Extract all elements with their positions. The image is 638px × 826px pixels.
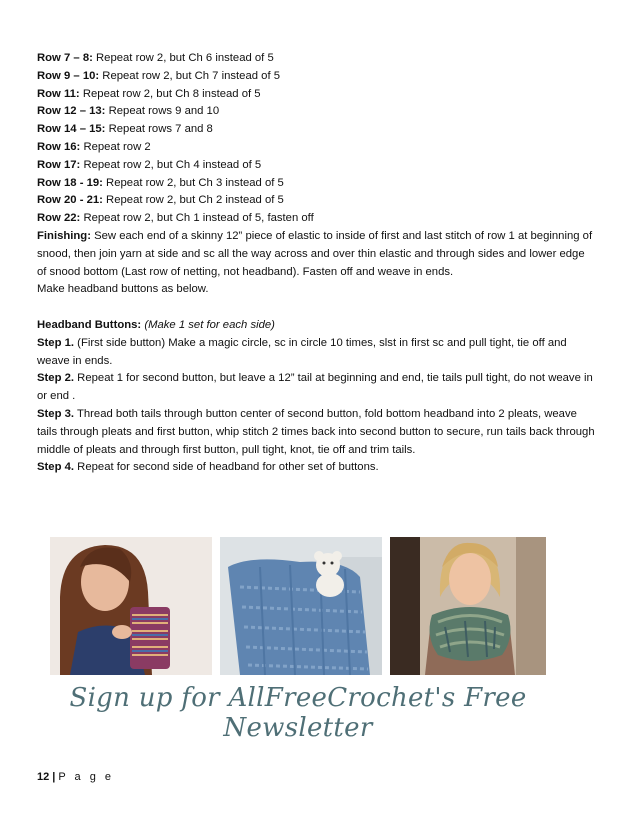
buttons-heading-note: (Make 1 set for each side) [141, 318, 275, 331]
row-16 [37, 139, 597, 157]
row-label: Row 11: [37, 87, 80, 100]
row-label: Row 9 – 10: [37, 69, 100, 82]
row-11 [37, 86, 597, 104]
step-label: Step 1. [37, 336, 75, 349]
row-label: Row 16: [37, 140, 81, 153]
step-3 [37, 406, 597, 459]
row-label: Row 12 – 13: [37, 105, 106, 118]
row-text: Repeat row 2, but Ch 4 instead of 5 [80, 158, 262, 171]
row-label: Row 7 – 8: [37, 52, 93, 64]
footer-separator: | [52, 771, 56, 783]
page-word: P a g e [58, 771, 114, 783]
pattern-content [37, 50, 597, 477]
step-label: Step 3. [37, 407, 75, 420]
step-1 [37, 335, 597, 371]
banner-photos [50, 537, 546, 675]
row-label: Row 18 - 19: [37, 176, 103, 189]
step-4 [37, 459, 597, 477]
step-text: Repeat 1 for second button, but leave a 12” tail at beginning and end, tie tails pull tight, do not weave in or end . [37, 372, 593, 403]
step-2 [37, 370, 597, 406]
photo-woman-with-scarf [390, 537, 546, 675]
photo-blanket-illustration [220, 537, 382, 675]
row-17 [37, 157, 597, 175]
row-text: Repeat row 2, but Ch 2 instead of 5 [102, 194, 284, 207]
row-text: Repeat row 2, but Ch 3 instead of 5 [102, 176, 284, 189]
row-text: Repeat row 2, but Ch 6 instead of 5 [92, 52, 274, 64]
photo-blanket-with-bear [220, 537, 382, 675]
step-text: Repeat for second side of headband for other set of buttons. [74, 461, 379, 474]
buttons-heading [37, 317, 597, 335]
row-20-21 [37, 192, 597, 210]
row-18-19 [37, 175, 597, 193]
photo-woman-with-bag [50, 537, 212, 675]
newsletter-signup-text[interactable]: Sign up for AllFreeCrochet's Free Newsletter [69, 683, 527, 743]
spacer [37, 299, 597, 317]
row-9-10 [37, 68, 597, 86]
finishing-label: Finishing: [37, 229, 91, 242]
row-text: Repeat row 2, but Ch 7 instead of 5 [99, 69, 281, 82]
row-22 [37, 210, 597, 228]
row-label: Row 14 – 15: [37, 123, 106, 136]
row-7-8 [37, 50, 597, 68]
step-label: Step 2. [37, 372, 75, 385]
step-label: Step 4. [37, 461, 75, 474]
step-text: Thread both tails through button center of second button, fold bottom headband into 2 pleats, weave tails through pleats and first button, whip stitch 2 times back into second button to secure, run tails back through middle of pleats and through first button, pull tight, knot, tie off and trim tails. [37, 407, 595, 456]
row-label: Row 22: [37, 212, 81, 225]
row-text: Repeat row 2, but Ch 8 instead of 5 [79, 87, 261, 100]
row-12-13 [37, 103, 597, 121]
photo-woman-with-scarf-illustration [390, 537, 546, 675]
row-text: Repeat rows 9 and 10 [105, 105, 220, 118]
step-text: (First side button) Make a magic circle, sc in circle 10 times, slst in first sc and pull tight, tie off and weave in ends. [37, 336, 567, 367]
row-14-15 [37, 121, 597, 139]
row-text: Repeat row 2, but Ch 1 instead of 5, fasten off [80, 212, 314, 225]
newsletter-banner[interactable] [50, 537, 546, 743]
make-buttons-note: Make headband buttons as below. [37, 283, 209, 296]
buttons-heading-label: Headband Buttons: [37, 318, 142, 331]
row-label: Row 20 - 21: [37, 194, 103, 207]
row-text: Repeat row 2 [80, 140, 151, 153]
row-label: Row 17: [37, 158, 81, 171]
finishing-text: Sew each end of a skinny 12” piece of elastic to inside of first and last stitch of row 1 at beginning of snood, then join yarn at side and sc all the way across and over thin elastic and through sides and lower edge of snood bottom (Last row of netting, not headband). Fasten off and weave in ends. [37, 229, 593, 278]
page-footer [37, 771, 114, 783]
row-text: Repeat rows 7 and 8 [105, 123, 213, 136]
finishing-paragraph [37, 228, 597, 281]
photo-woman-with-bag-illustration [50, 537, 212, 675]
page-number: 12 [37, 771, 50, 783]
